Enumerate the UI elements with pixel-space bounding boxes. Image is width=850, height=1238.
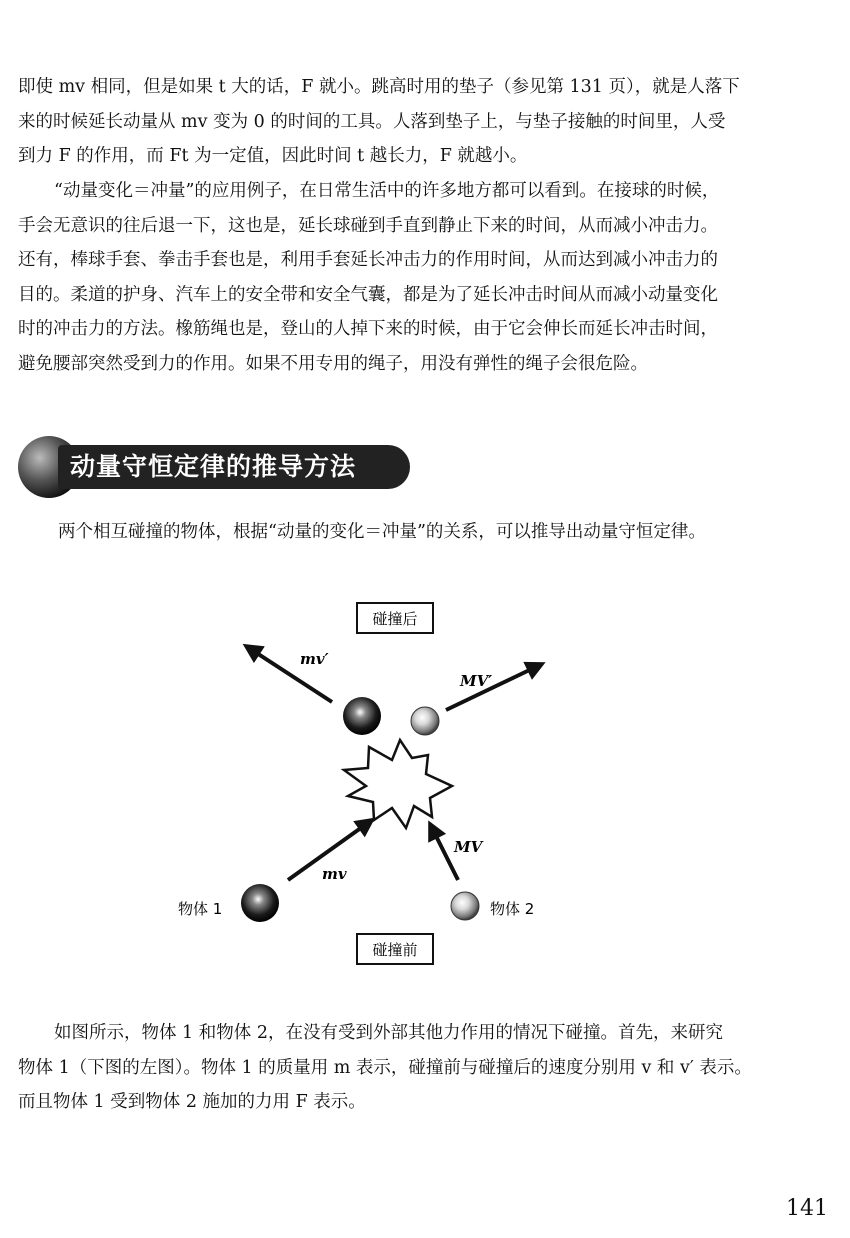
label-after-box	[357, 603, 433, 633]
object2-label: 物体 2	[490, 900, 535, 918]
text-line: 物体 1（下图的左图）。物体 1 的质量用 m 表示，碰撞前与碰撞后的速度分别用 v 和 v′ 表示。	[18, 1057, 752, 1078]
label-before: 碰撞前	[372, 941, 418, 959]
text-line: 如图所示，物体 1 和物体 2，在没有受到外部其他力作用的情况下碰撞。首先，来研究	[54, 1023, 723, 1043]
collision-burst-icon	[344, 740, 452, 828]
label-mv-after: mv′	[300, 650, 329, 668]
object2-after-ball	[411, 707, 439, 735]
label-before-box	[357, 934, 433, 964]
page-number: 141	[786, 1196, 828, 1221]
text-line: 即使 mv 相同，但是如果 t 大的话，F 就小。跳高时用的垫子（参见第 131 页），就是人落下	[18, 77, 740, 97]
text-line: 目的。柔道的护身、汽车上的安全带和安全气囊，都是为了延长冲击时间从而减小动量变化	[18, 284, 718, 305]
collision-diagram	[0, 590, 850, 980]
object1-after-ball	[343, 697, 381, 735]
label-after: 碰撞后	[372, 610, 418, 628]
paragraph-applications	[18, 174, 808, 381]
object1-label: 物体 1	[178, 900, 223, 918]
object1-before-ball	[241, 884, 279, 922]
text-line: 而且物体 1 受到物体 2 施加的力用 F 表示。	[18, 1092, 366, 1112]
label-MV-before: MV	[454, 838, 483, 856]
text-line: 避免腰部突然受到力的作用。如果不用专用的绳子，用没有弹性的绳子会很危险。	[18, 353, 648, 374]
text-line: “动量变化＝冲量”的应用例子，在日常生活中的许多地方都可以看到。在接球的时候，	[54, 181, 720, 201]
paragraph-derivation	[18, 1016, 808, 1120]
label-MV-after: MV′	[460, 672, 493, 690]
text-line: 还有，棒球手套、拳击手套也是，利用手套延长冲击力的作用时间，从而达到减小冲击力的	[18, 250, 718, 270]
object2-before-ball	[451, 892, 479, 920]
text-line: 手会无意识的往后退一下，这也是，延长球碰到手直到静止下来的时间，从而减小冲击力。	[18, 215, 718, 236]
text-line: 来的时候延长动量从 mv 变为 0 的时间的工具。人落到垫子上，与垫子接触的时间里，人受	[18, 111, 726, 132]
paragraph-momentum-cushion	[18, 70, 808, 174]
section-heading	[18, 436, 418, 498]
text-line: 时的冲击力的方法。橡筋绳也是，登山的人掉下来的时候，由于它会伸长而延长冲击时间，	[18, 319, 718, 339]
label-mv-before: mv	[322, 865, 347, 883]
text-line: 到力 F 的作用，而 Ft 为一定值，因此时间 t 越长力，F 就越小。	[18, 146, 528, 166]
section-title: 动量守恒定律的推导方法	[70, 452, 357, 481]
section-intro: 两个相互碰撞的物体，根据“动量的变化＝冲量”的关系，可以推导出动量守恒定律。	[58, 522, 706, 542]
